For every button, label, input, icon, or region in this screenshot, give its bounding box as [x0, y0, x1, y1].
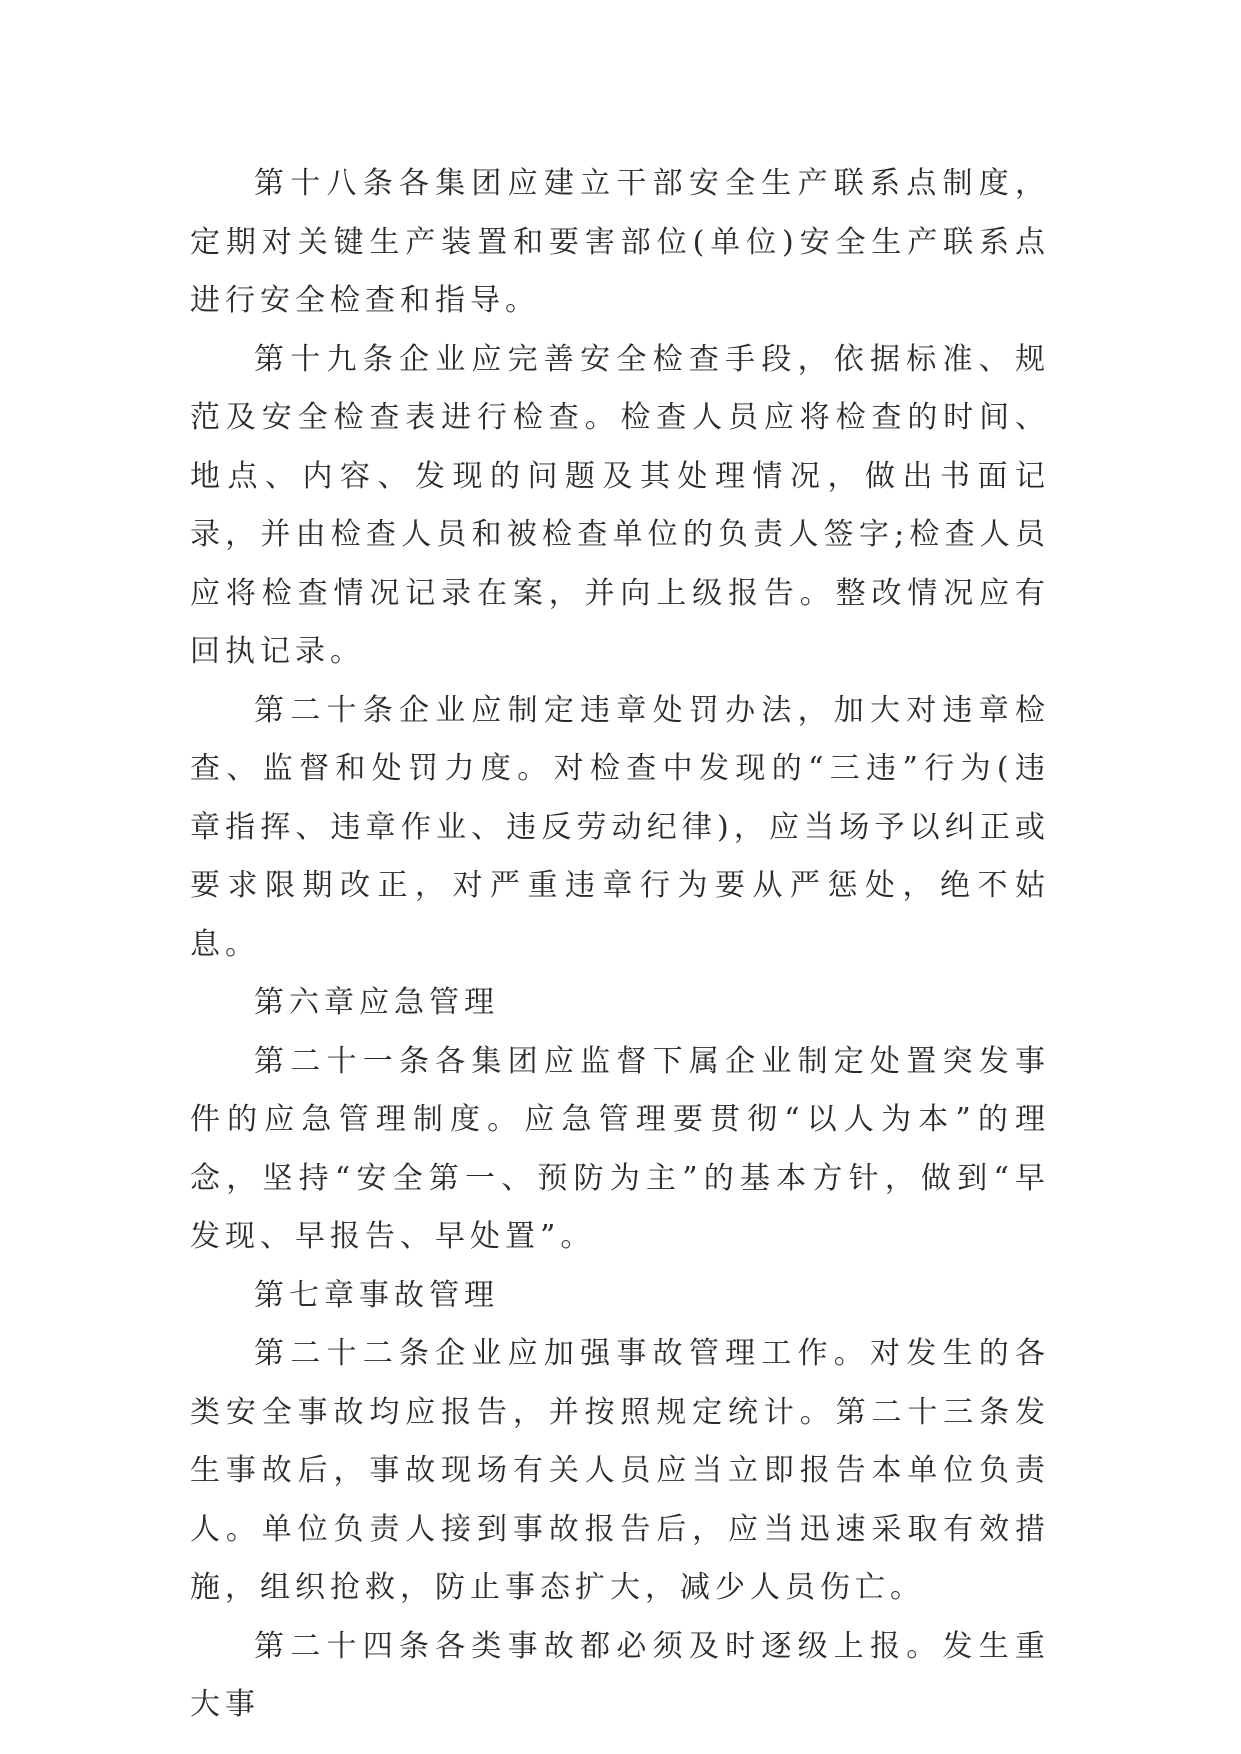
article-18-paragraph: 第十八条各集团应建立干部安全生产联系点制度，定期对关键生产装置和要害部位(单位)安全生产联系点进行安全检查和指导。 [190, 166, 1050, 318]
article-21-paragraph: 第二十一条各集团应监督下属企业制定处置突发事件的应急管理制度。应急管理要贯彻“以人为本”的理念，坚持“安全第一、预防为主”的基本方针，做到“早发现、早报告、早处置”。 [190, 1043, 1050, 1254]
document-body [190, 155, 1050, 1735]
article-20-paragraph: 第二十条企业应制定违章处罚办法，加大对违章检查、监督和处罚力度。对检查中发现的“三违”行为(违章指挥、违章作业、违反劳动纪律)，应当场予以纠正或要求限期改正，对严重违章行为要从严惩处，绝不姑息。 [190, 692, 1050, 962]
article-19-paragraph: 第十九条企业应完善安全检查手段，依据标准、规范及安全检查表进行检查。检查人员应将检查的时间、地点、内容、发现的问题及其处理情况，做出书面记录，并由检查人员和被检查单位的负责人签字;检查人员应将检查情况记录在案，并向上级报告。整改情况应有回执记录。 [190, 341, 1050, 669]
article-22-23-paragraph: 第二十二条企业应加强事故管理工作。对发生的各类安全事故均应报告，并按照规定统计。第二十三条发生事故后，事故现场有关人员应当立即报告本单位负责人。单位负责人接到事故报告后，应当迅速采取有效措施，组织抢救，防止事态扩大，减少人员伤亡。 [190, 1336, 1050, 1605]
chapter-6-heading: 第六章应急管理 [254, 985, 499, 1020]
chapter-7-heading: 第七章事故管理 [254, 1277, 499, 1313]
article-24-paragraph: 第二十四条各类事故都必须及时逐级上报。发生重大事 [190, 1628, 1050, 1722]
